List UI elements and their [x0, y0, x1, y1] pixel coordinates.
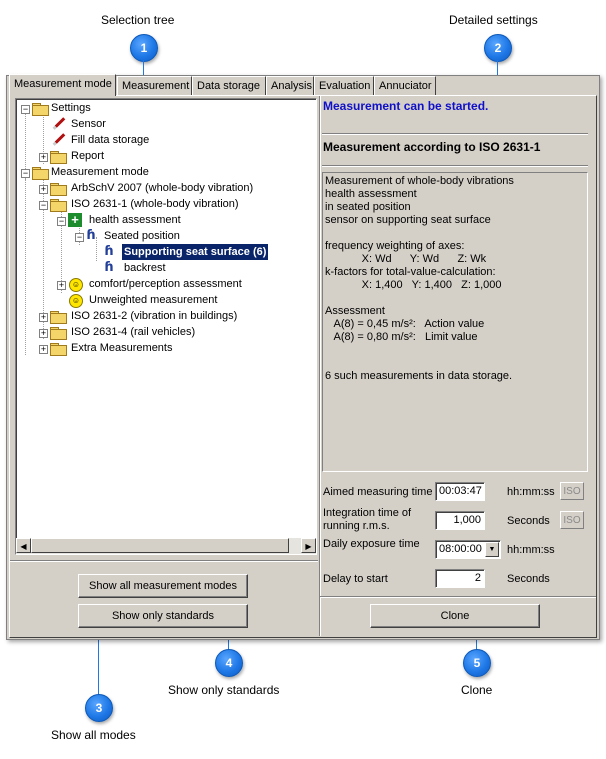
tab-evaluation[interactable]: Evaluation — [314, 76, 374, 95]
pencil-icon — [55, 133, 66, 144]
description-line — [325, 357, 585, 370]
tab-measurement-mode[interactable]: Measurement mode — [9, 74, 116, 96]
collapse-toggle[interactable]: − — [22, 168, 29, 178]
description-line: X: Wd Y: Wd Z: Wk — [325, 253, 487, 265]
collapse-toggle[interactable]: − — [76, 232, 83, 242]
status-text: Measurement can be started. — [323, 99, 489, 113]
separator — [322, 133, 588, 135]
tree-item-settings[interactable]: Settings — [51, 102, 91, 114]
callout-label-selection-tree: Selection tree — [101, 13, 175, 27]
tree-item-unweighted[interactable]: Unweighted measurement — [89, 294, 218, 306]
mode-description — [322, 172, 588, 472]
daily-exposure-unit: hh:mm:ss — [507, 544, 555, 556]
tree-item-iso-2631-1[interactable]: ISO 2631-1 (whole-body vibration) — [71, 198, 239, 210]
description-line: k-factors for total-value-calculation: — [325, 266, 496, 278]
description-line — [325, 292, 585, 305]
expand-toggle[interactable]: + — [40, 312, 47, 322]
description-line — [325, 227, 585, 240]
iso-button[interactable]: ISO — [560, 482, 584, 500]
description-line: Measurement of whole-body vibrations — [325, 175, 514, 187]
clone-button[interactable]: Clone — [370, 604, 540, 628]
callout-marker-4: 4 — [215, 649, 243, 677]
tree-item-fill-data-storage[interactable]: Fill data storage — [71, 134, 150, 146]
panel-divider — [319, 96, 321, 636]
expand-toggle[interactable]: + — [58, 280, 65, 290]
scroll-left-icon[interactable]: ◀ — [16, 538, 31, 553]
aimed-time-label: Aimed measuring time — [323, 486, 433, 498]
folder-icon — [50, 311, 66, 322]
show-only-standards-button[interactable]: Show only standards — [78, 604, 248, 628]
seated-person-icon: ɦ — [86, 228, 96, 243]
description-line: A(8) = 0,80 m/s²: Limit value — [325, 331, 478, 343]
description-line: X: 1,400 Y: 1,400 Z: 1,000 — [325, 279, 502, 291]
smiley-icon: ☺ — [69, 294, 83, 308]
health-cross-icon: + — [68, 213, 82, 227]
tree-item-seated-position[interactable]: Seated position — [104, 230, 180, 242]
horizontal-scrollbar[interactable] — [16, 538, 316, 554]
tab-panel — [9, 95, 597, 638]
show-all-modes-button[interactable]: Show all measurement modes — [78, 574, 248, 598]
tree-item-measurement-mode[interactable]: Measurement mode — [51, 166, 149, 178]
folder-icon — [32, 167, 48, 178]
expand-toggle[interactable]: + — [40, 344, 47, 354]
description-line: Assessment — [325, 305, 385, 317]
expand-toggle[interactable]: + — [40, 184, 47, 194]
callout-label-show-only-standards: Show only standards — [168, 683, 280, 697]
callout-marker-5: 5 — [463, 649, 491, 677]
folder-icon — [50, 183, 66, 194]
description-line: frequency weighting of axes: — [325, 240, 465, 252]
delay-unit: Seconds — [507, 573, 550, 585]
daily-exposure-select[interactable] — [435, 540, 501, 559]
integration-time-label-2: running r.m.s. — [323, 520, 390, 532]
integration-time-input[interactable]: 1,000 — [435, 511, 485, 530]
tree-item-backrest[interactable]: backrest — [124, 262, 166, 274]
daily-exposure-value: 08:00:00 — [439, 543, 482, 555]
description-line: A(8) = 0,45 m/s²: Action value — [325, 318, 485, 330]
seated-person-icon: ɦ — [104, 260, 114, 275]
seated-person-icon: ɦ — [104, 244, 114, 259]
left-separator — [10, 560, 318, 562]
collapse-toggle[interactable]: − — [22, 104, 29, 114]
description-line: 6 such measurements in data storage. — [325, 370, 513, 382]
delay-label: Delay to start — [323, 573, 388, 585]
description-line: in seated position — [325, 201, 411, 213]
iso-button[interactable]: ISO — [560, 511, 584, 529]
folder-icon — [50, 327, 66, 338]
tab-annuciator[interactable]: Annuciator — [374, 76, 436, 95]
measurement-dialog — [6, 75, 600, 640]
aimed-time-unit: hh:mm:ss — [507, 486, 555, 498]
expand-toggle[interactable]: + — [40, 152, 47, 162]
tab-data-storage[interactable]: Data storage — [192, 76, 266, 95]
scroll-right-icon[interactable]: ▶ — [301, 538, 316, 553]
delay-input[interactable]: 2 — [435, 569, 485, 588]
callout-label-detailed-settings: Detailed settings — [449, 13, 538, 27]
folder-icon — [50, 343, 66, 354]
folder-icon — [50, 199, 66, 210]
tab-measurement[interactable]: Measurement — [117, 76, 192, 95]
description-line: health assessment — [325, 188, 417, 200]
tree-item-arbschv[interactable]: ArbSchV 2007 (whole-body vibration) — [71, 182, 254, 194]
tree-item-extra-measurements[interactable]: Extra Measurements — [71, 342, 173, 354]
tab-analysis[interactable]: Analysis — [266, 76, 314, 95]
callout-marker-1: 1 — [130, 34, 158, 62]
mode-heading: Measurement according to ISO 2631-1 — [323, 140, 541, 154]
integration-time-unit: Seconds — [507, 515, 550, 527]
separator — [320, 596, 596, 598]
tree-item-sensor[interactable]: Sensor — [71, 118, 106, 130]
daily-exposure-label: Daily exposure time — [323, 538, 420, 550]
folder-icon — [32, 103, 48, 114]
separator — [322, 165, 588, 167]
selection-tree[interactable] — [15, 98, 317, 555]
integration-time-label-1: Integration time of — [323, 507, 412, 519]
smiley-icon: ☺ — [69, 278, 83, 292]
chevron-down-icon[interactable]: ▼ — [485, 542, 499, 557]
callout-label-show-all-modes: Show all modes — [51, 728, 136, 742]
description-line — [325, 344, 585, 357]
callout-label-clone: Clone — [461, 683, 493, 697]
pencil-icon — [55, 117, 66, 128]
tree-item-health-assessment[interactable]: health assessment — [89, 214, 181, 226]
aimed-time-input[interactable]: 00:03:47 — [435, 482, 485, 501]
scroll-thumb[interactable] — [31, 538, 289, 553]
tree-item-comfort-assessment[interactable]: comfort/perception assessment — [89, 278, 242, 290]
tree-guide — [25, 179, 27, 355]
tree-item-supporting-seat-surface[interactable]: Supporting seat surface (6) — [124, 246, 267, 258]
tree-item-iso-2631-4[interactable]: ISO 2631-4 (rail vehicles) — [71, 326, 196, 338]
tree-item-report[interactable]: Report — [71, 150, 105, 162]
tree-item-iso-2631-2[interactable]: ISO 2631-2 (vibration in buildings) — [71, 310, 238, 322]
collapse-toggle[interactable]: − — [58, 216, 65, 226]
tree-guide — [96, 237, 98, 261]
folder-icon — [50, 151, 66, 162]
callout-marker-3: 3 — [85, 694, 113, 722]
collapse-toggle[interactable]: − — [40, 200, 47, 210]
description-line: sensor on supporting seat surface — [325, 214, 491, 226]
expand-toggle[interactable]: + — [40, 328, 47, 338]
callout-marker-2: 2 — [484, 34, 512, 62]
